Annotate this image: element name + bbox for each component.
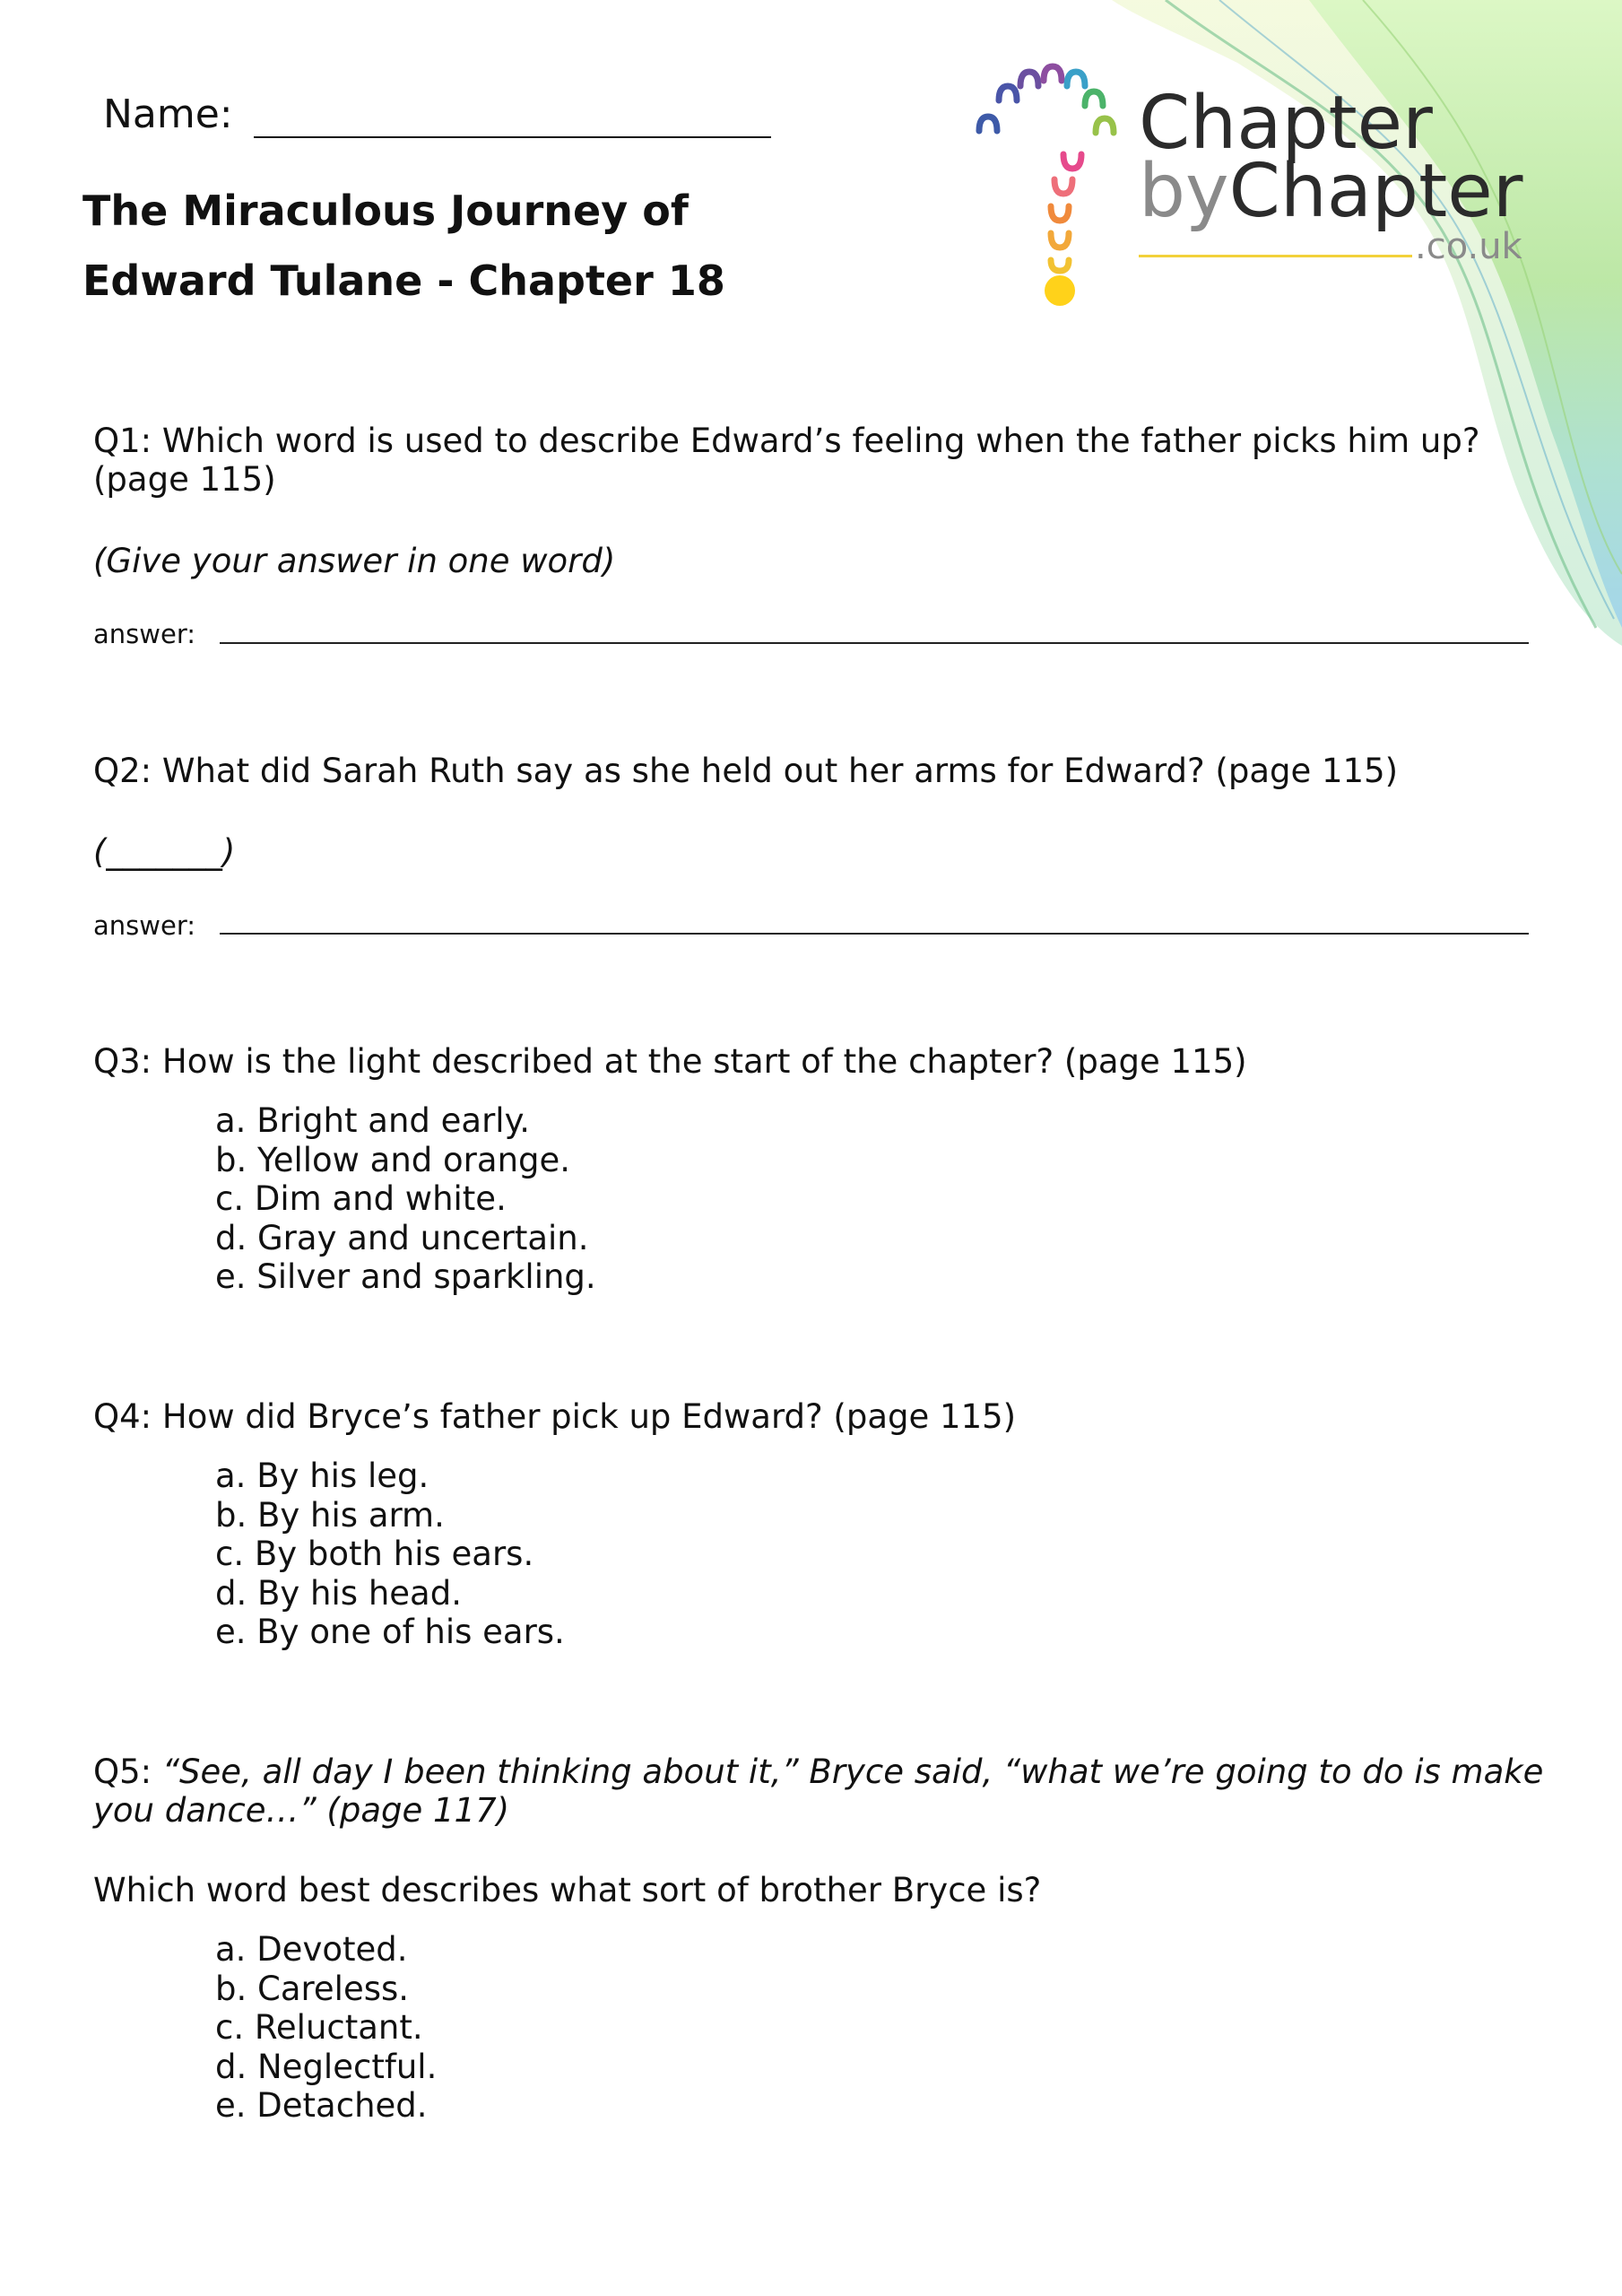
logo-underline <box>1139 255 1412 257</box>
option-3b[interactable]: b. Yellow and orange. <box>215 1140 571 1179</box>
question-5-line-1 <box>93 1752 1546 1791</box>
answer-label-1: answer: <box>93 619 196 649</box>
logo-word-by: by <box>1139 149 1229 234</box>
question-3-text: Q3: How is the light described at the start of the chapter? (page 115) <box>93 1042 1247 1081</box>
question-1-hint: (Give your answer in one word) <box>93 542 616 580</box>
question-5-quote-2: you dance…” (page 117) <box>93 1791 510 1830</box>
question-5-prompt: Which word best describes what sort of brother Bryce is? <box>93 1871 1042 1909</box>
option-4c[interactable]: c. By both his ears. <box>215 1535 534 1573</box>
answer-line-2[interactable] <box>220 933 1529 935</box>
question-5-prefix: Q5: <box>93 1752 162 1791</box>
option-4a[interactable]: a. By his leg. <box>215 1457 429 1495</box>
option-5a[interactable]: a. Devoted. <box>215 1930 408 1969</box>
option-3d[interactable]: d. Gray and uncertain. <box>215 1218 589 1257</box>
question-1 <box>93 422 1546 499</box>
option-4b[interactable]: b. By his arm. <box>215 1495 445 1535</box>
title-line-2: Edward Tulane - Chapter 18 <box>82 257 725 305</box>
question-1-text: Q1: Which word is used to describe Edward’s feeling when the father picks him up? <box>93 422 1480 460</box>
option-3a[interactable]: a. Bright and early. <box>215 1101 530 1140</box>
question-2 <box>93 752 1546 790</box>
question-5 <box>93 1752 1546 1830</box>
option-5d[interactable]: d. Neglectful. <box>215 2047 438 2086</box>
option-3c[interactable]: c. Dim and white. <box>215 1179 507 1218</box>
logo-domain: .co.uk <box>1415 226 1522 267</box>
option-5b[interactable]: b. Careless. <box>215 1969 410 2008</box>
book-arc-icon <box>959 50 1139 319</box>
logo-word-bychapter <box>1139 149 1522 234</box>
title-line-1: The Miraculous Journey of <box>82 187 689 235</box>
question-3-options <box>215 1101 596 1297</box>
chapter-by-chapter-logo <box>959 50 1533 319</box>
question-2-text: Q2: What did Sarah Ruth say as she held out her arms for Edward? (page 115) <box>93 752 1399 790</box>
option-4e[interactable]: e. By one of his ears. <box>215 1613 565 1651</box>
answer-label-2: answer: <box>93 910 196 941</box>
question-4-options <box>215 1457 565 1652</box>
question-4-text: Q4: How did Bryce’s father pick up Edward? (page 115) <box>93 1397 1017 1436</box>
logo-word-chapter: Chapter <box>1139 81 1433 166</box>
page-title <box>82 176 889 316</box>
question-2-hint: (_______) <box>93 832 236 871</box>
option-5e[interactable]: e. Detached. <box>215 2086 428 2125</box>
name-input-line[interactable] <box>254 136 771 138</box>
question-5-options <box>215 1930 437 2126</box>
question-5-quote-1: “See, all day I been thinking about it,” Bryce said, “what we’re going to do is make <box>161 1752 1544 1791</box>
answer-line-1[interactable] <box>220 642 1529 644</box>
option-5c[interactable]: c. Reluctant. <box>215 2008 423 2047</box>
option-4d[interactable]: d. By his head. <box>215 1573 462 1613</box>
logo-word-chapter-2: Chapter <box>1228 149 1523 234</box>
option-3e[interactable]: e. Silver and sparkling. <box>215 1257 596 1296</box>
question-1-page: (page 115) <box>93 460 276 499</box>
question-4 <box>93 1397 1546 1436</box>
question-3 <box>93 1042 1546 1081</box>
name-label: Name: <box>103 91 233 137</box>
